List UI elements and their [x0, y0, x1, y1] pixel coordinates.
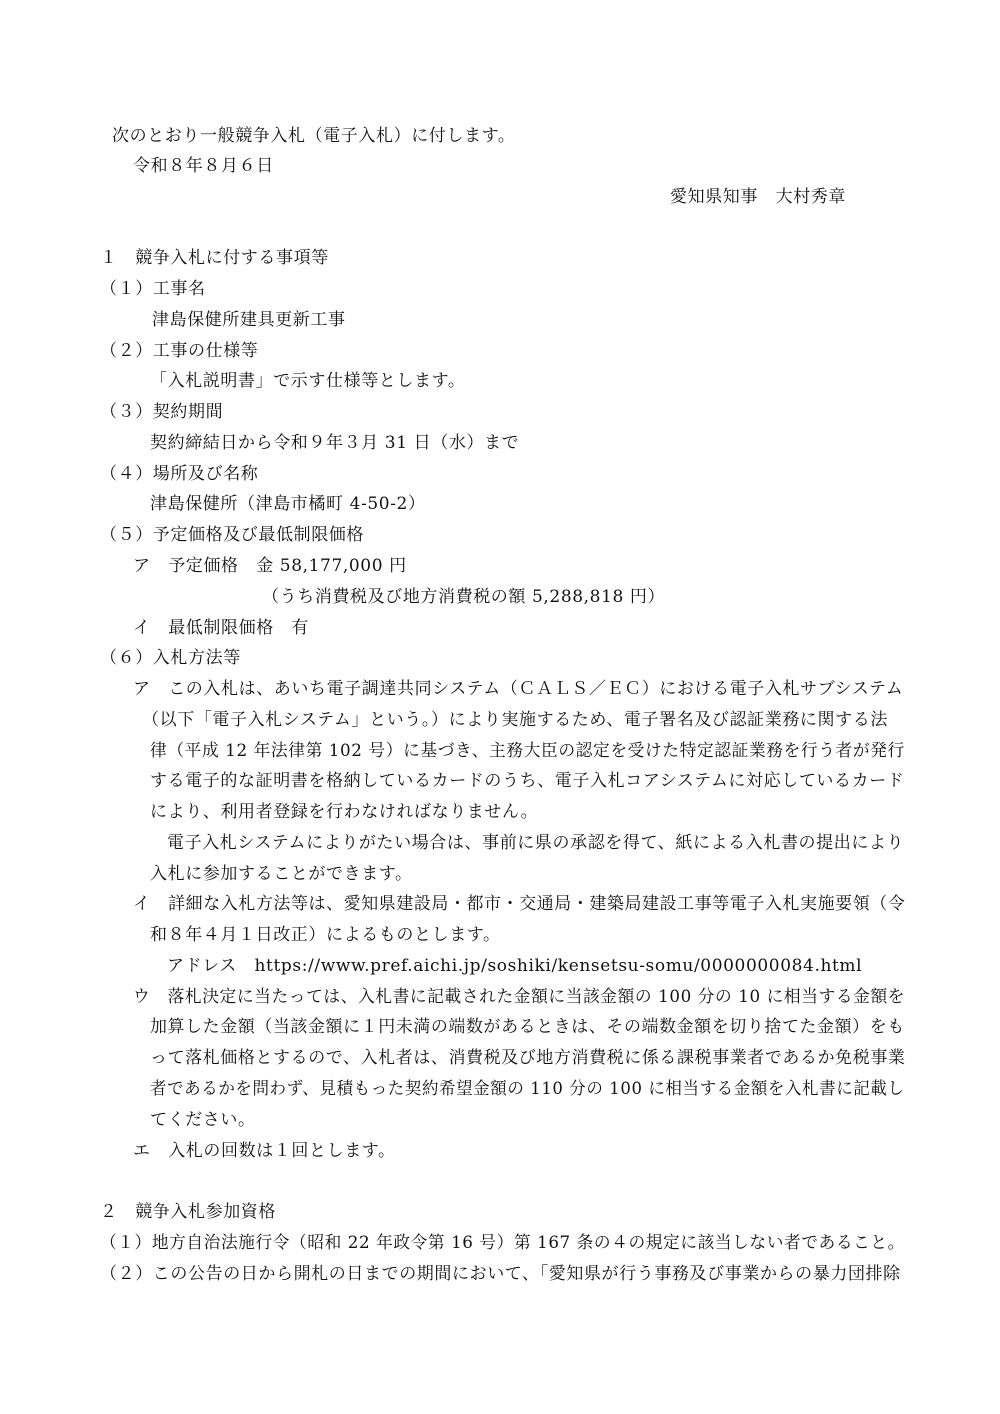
address-url: アドレス https://www.pref.aichi.jp/soshiki/kensetsu-somu/0000000084.html — [167, 956, 863, 976]
item6-a-line: により、利用者登録を行わなければなりません。 — [150, 802, 539, 822]
item3-label: （３）契約期間 — [100, 402, 224, 422]
notice-date: 令和８年８月６日 — [133, 156, 274, 176]
item6-a-line: 律（平成 12 年法律第 102 号）に基づき、主務大臣の認定を受けた特定認証業務を行う者が発行 — [150, 741, 905, 761]
estimated-price: ア 予定価格 金 58,177,000 円 — [133, 556, 407, 576]
item4-label: （４）場所及び名称 — [100, 464, 259, 484]
item6-i-line: イ 詳細な入札方法等は、愛知県建設局・都市・交通局・建築局建設工事等電子入札実施要領（令 — [133, 894, 906, 914]
item5-label: （５）予定価格及び最低制限価格 — [100, 525, 364, 545]
item6-a-line: 入札に参加することができます。 — [150, 864, 413, 884]
item6-u-line: って落札価格とするので、入札者は、消費税及び地方消費税に係る課税事業者であるか免税事業 — [150, 1048, 906, 1068]
estimated-price-tax: （うち消費税及び地方消費税の額 5,288,818 円） — [262, 587, 666, 607]
section2-item1: （１）地方自治法施行令（昭和 22 年政令第 16 号）第 167 条の４の規定に該当しない者であること。 — [100, 1233, 905, 1253]
item6-i-line: 和８年４月１日改正）によるものとします。 — [150, 925, 501, 945]
item6-u-line: 者であるかを問わず、見積もった契約希望金額の 110 分の 100 に相当する金額を入札書に記載し — [150, 1079, 905, 1099]
item3-value: 契約締結日から令和９年３月 31 日（水）まで — [150, 433, 520, 453]
item6-u-line: 加算した金額（当該金額に１円未満の端数があるときは、その端数金額を切り捨てた金額）をも — [150, 1017, 905, 1037]
item2-value: 「入札説明書」で示す仕様等とします。 — [150, 371, 466, 391]
item2-label: （２）工事の仕様等 — [100, 341, 259, 361]
item6-a-line: する電子的な証明書を格納しているカードのうち、電子入札コアシステムに対応しているカード — [150, 771, 905, 791]
signatory: 愛知県知事 大村秀章 — [670, 187, 846, 207]
item1-label: （１）工事名 — [100, 279, 206, 299]
section2-item2: （２）この公告の日から開札の日までの期間において、「愛知県が行う事務及び事業からの暴力団排除 — [100, 1264, 901, 1284]
bid-rounds: エ 入札の回数は１回とします。 — [133, 1141, 396, 1161]
item6-u-line: ウ 落札決定に当たっては、入札書に記載された金額に当該金額の 100 分の 10 に相当する金額を — [133, 987, 906, 1007]
item6-a-line: （以下「電子入札システム」という。）により実施するため、電子署名及び認証業務に関する法 — [142, 710, 888, 730]
item4-value: 津島保健所（津島市橘町 4-50-2） — [150, 494, 426, 514]
section2-heading: ２ 競争入札参加資格 — [100, 1202, 276, 1222]
item6-a-line: 電子入札システムによりがたい場合は、事前に県の承認を得て、紙による入札書の提出により — [167, 833, 905, 853]
intro-text: 次のとおり一般競争入札（電子入札）に付します。 — [112, 126, 516, 146]
item6-a-line: ア この入札は、あいち電子調達共同システム（ＣＡＬＳ／ＥＣ）における電子入札サブシステム — [133, 679, 904, 699]
minimum-price: イ 最低制限価格 有 — [133, 618, 309, 638]
item6-u-line: てください。 — [150, 1110, 256, 1130]
item6-label: （６）入札方法等 — [100, 648, 241, 668]
item1-value: 津島保健所建具更新工事 — [152, 310, 346, 330]
section1-heading: １ 競争入札に付する事項等 — [100, 248, 329, 268]
